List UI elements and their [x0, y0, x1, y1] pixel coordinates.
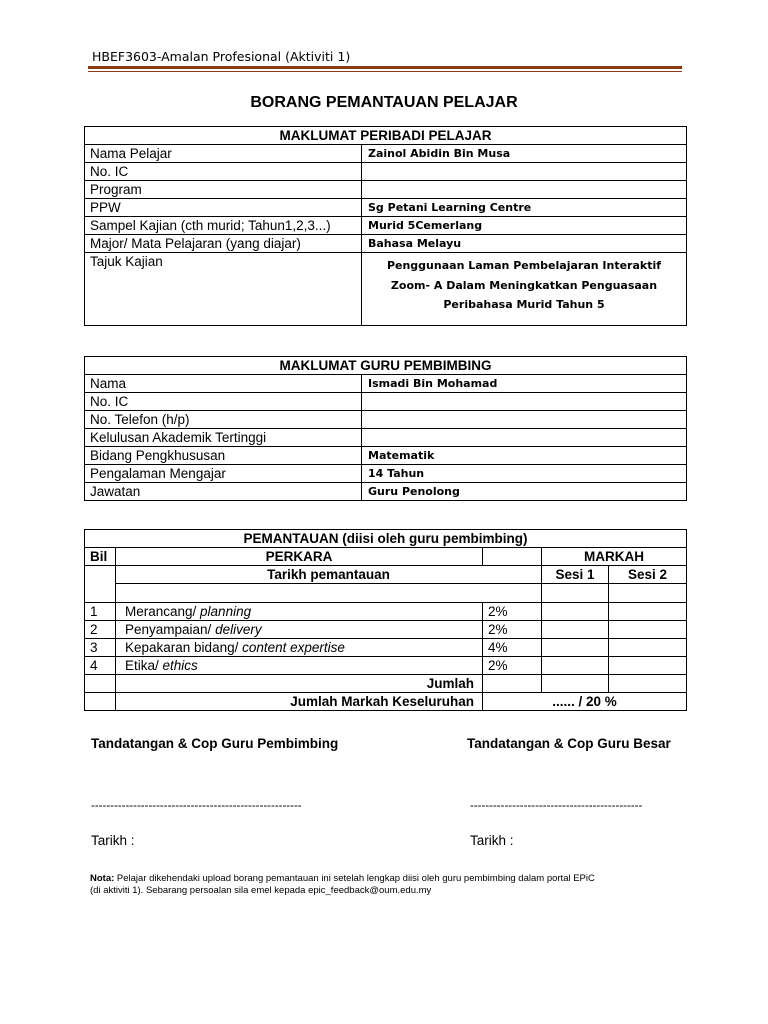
score-sesi-1[interactable]	[542, 603, 609, 621]
score-sesi-1[interactable]	[542, 657, 609, 675]
signature-line-supervisor[interactable]: -------------------------------------------------------	[91, 800, 302, 812]
ppw-value[interactable]: Sg Petani Learning Centre	[362, 199, 687, 217]
supervisor-ic-value[interactable]	[362, 393, 687, 411]
total-value: ...... / 20 %	[483, 693, 687, 711]
item-number: 2	[85, 621, 116, 639]
field-label: No. Telefon (h/p)	[85, 411, 362, 429]
field-label: Kelulusan Akademik Tertinggi	[85, 429, 362, 447]
header-rule-thin	[88, 71, 682, 72]
research-title-value[interactable]: Penggunaan Laman Pembelajaran Interaktif Zoom- A Dalam Meningkatkan Penguasaan Peribahasa Murid Tahun 5	[362, 253, 687, 326]
sesi-1-label: Sesi 1	[542, 566, 609, 584]
sample-value[interactable]: Murid 5Cemerlang	[362, 217, 687, 235]
supervisor-name-value[interactable]: Ismadi Bin Mohamad	[362, 375, 687, 393]
jumlah-sesi-2[interactable]	[609, 675, 687, 693]
field-label: PPW	[85, 199, 362, 217]
empty-cell	[85, 675, 116, 693]
score-sesi-2[interactable]	[609, 657, 687, 675]
specialization-value[interactable]: Matematik	[362, 447, 687, 465]
score-sesi-2[interactable]	[609, 639, 687, 657]
col-perkara: PERKARA	[116, 548, 483, 566]
field-label: Bidang Pengkhususan	[85, 447, 362, 465]
supervisor-info-table	[84, 356, 687, 501]
position-value[interactable]: Guru Penolong	[362, 483, 687, 501]
empty-cell	[116, 584, 542, 603]
date-label: Tarikh pemantauan	[116, 566, 542, 584]
monitoring-table	[84, 529, 687, 711]
document-header: HBEF3603-Amalan Profesional (Aktiviti 1)	[92, 49, 351, 64]
item-weight: 2%	[483, 657, 542, 675]
col-bil: Bil	[85, 548, 116, 566]
item-number: 1	[85, 603, 116, 621]
item-number: 4	[85, 657, 116, 675]
qualification-value[interactable]	[362, 429, 687, 447]
student-ic-value[interactable]	[362, 163, 687, 181]
experience-value[interactable]: 14 Tahun	[362, 465, 687, 483]
score-sesi-2[interactable]	[609, 603, 687, 621]
item-number: 3	[85, 639, 116, 657]
empty-cell	[483, 548, 542, 566]
student-name-value[interactable]: Zainol Abidin Bin Musa	[362, 145, 687, 163]
sesi-2-label: Sesi 2	[609, 566, 687, 584]
signature-label-supervisor: Tandatangan & Cop Guru Pembimbing	[91, 736, 339, 751]
item-weight: 4%	[483, 639, 542, 657]
field-label: Jawatan	[85, 483, 362, 501]
score-sesi-2[interactable]	[609, 621, 687, 639]
empty-cell	[85, 693, 116, 711]
footnote	[90, 873, 690, 897]
item-label: Kepakaran bidang/ content expertise	[116, 639, 483, 657]
field-label: Nama Pelajar	[85, 145, 362, 163]
signature-line-headmaster[interactable]: ---------------------------------------------	[470, 800, 643, 812]
supervisor-info-heading: MAKLUMAT GURU PEMBIMBING	[85, 357, 687, 375]
field-label: No. IC	[85, 163, 362, 181]
header-rule	[88, 66, 682, 69]
subject-value[interactable]: Bahasa Melayu	[362, 235, 687, 253]
field-label: Program	[85, 181, 362, 199]
score-sesi-1[interactable]	[542, 621, 609, 639]
phone-value[interactable]	[362, 411, 687, 429]
note-line-1: Pelajar dikehendaki upload borang pemantauan ini setelah lengkap diisi oleh guru pembimbing dalam portal EPiC	[114, 873, 595, 884]
sesi-2-date[interactable]	[609, 584, 687, 603]
sesi-1-date[interactable]	[542, 584, 609, 603]
field-label: Nama	[85, 375, 362, 393]
total-label: Jumlah Markah Keseluruhan	[116, 693, 483, 711]
item-weight: 2%	[483, 603, 542, 621]
signature-label-headmaster: Tandatangan & Cop Guru Besar	[467, 736, 671, 751]
form-title: BORANG PEMANTAUAN PELAJAR	[250, 94, 518, 111]
program-value[interactable]	[362, 181, 687, 199]
item-weight: 2%	[483, 621, 542, 639]
jumlah-sesi-1[interactable]	[542, 675, 609, 693]
field-label: No. IC	[85, 393, 362, 411]
col-markah: MARKAH	[542, 548, 687, 566]
item-label: Penyampaian/ delivery	[116, 621, 483, 639]
jumlah-label: Jumlah	[116, 675, 483, 693]
item-label: Etika/ ethics	[116, 657, 483, 675]
date-label-headmaster: Tarikh :	[470, 833, 514, 848]
empty-cell	[85, 566, 116, 603]
item-label: Merancang/ planning	[116, 603, 483, 621]
field-label: Sampel Kajian (cth murid; Tahun1,2,3...)	[85, 217, 362, 235]
note-prefix: Nota:	[90, 873, 115, 884]
field-label: Major/ Mata Pelajaran (yang diajar)	[85, 235, 362, 253]
student-info-table	[84, 126, 687, 326]
field-label: Pengalaman Mengajar	[85, 465, 362, 483]
date-label-supervisor: Tarikh :	[91, 833, 135, 848]
note-line-2: (di aktiviti 1). Sebarang persoalan sila emel kepada epic_feedback@oum.edu.my	[90, 885, 432, 896]
student-info-heading: MAKLUMAT PERIBADI PELAJAR	[85, 127, 687, 145]
field-label: Tajuk Kajian	[85, 253, 362, 326]
empty-cell	[483, 675, 542, 693]
monitoring-heading: PEMANTAUAN (diisi oleh guru pembimbing)	[85, 530, 687, 548]
score-sesi-1[interactable]	[542, 639, 609, 657]
